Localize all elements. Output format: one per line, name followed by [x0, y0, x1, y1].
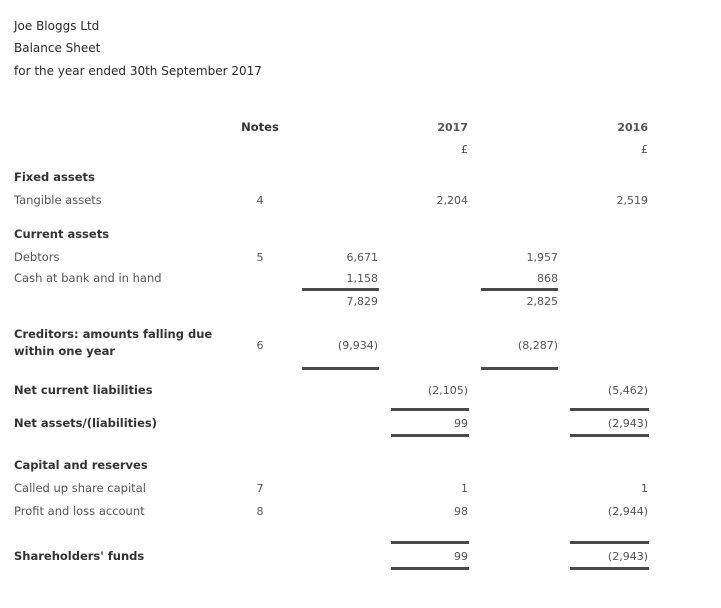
profit-loss-note: 8 — [256, 505, 264, 518]
net-current-liabilities-2016: (5,462) — [607, 384, 648, 397]
debtors-2016: 1,957 — [526, 251, 558, 264]
creditors-note: 6 — [256, 339, 264, 352]
net-assets-2016: (2,943) — [607, 417, 648, 430]
cash-2017: 1,158 — [346, 272, 378, 285]
current-assets-rule-2017 — [302, 288, 379, 291]
current-assets-total-2016: 2,825 — [526, 295, 558, 308]
creditors-label-line1: Creditors: amounts falling due — [14, 327, 213, 341]
year-2017-header: 2017 — [437, 121, 468, 134]
creditors-2016: (8,287) — [517, 339, 558, 352]
tangible-assets-note: 4 — [256, 194, 264, 207]
funds-top-rule-2017 — [391, 541, 469, 544]
current-assets-heading: Current assets — [14, 227, 110, 241]
shareholders-funds-2017: 99 — [454, 550, 468, 563]
capital-reserves-heading: Capital and reserves — [14, 458, 148, 472]
tangible-assets-2016: 2,519 — [616, 194, 648, 207]
net-current-rule-2017 — [391, 408, 469, 411]
share-capital-label: Called up share capital — [14, 481, 146, 495]
company-name: Joe Bloggs Ltd — [14, 19, 100, 33]
net-assets-rule-2016 — [570, 434, 649, 437]
share-capital-2017: 1 — [461, 482, 468, 495]
fixed-assets-heading: Fixed assets — [14, 170, 95, 184]
creditors-2017: (9,934) — [337, 339, 378, 352]
notes-column-header: Notes — [241, 120, 279, 134]
cash-label: Cash at bank and in hand — [14, 271, 162, 285]
share-capital-2016: 1 — [641, 482, 648, 495]
current-assets-total-2017: 7,829 — [346, 295, 378, 308]
debtors-note: 5 — [256, 251, 264, 264]
creditors-rule-2016 — [481, 367, 558, 370]
debtors-label: Debtors — [14, 250, 60, 264]
profit-loss-2017: 98 — [454, 505, 468, 518]
cash-2016: 868 — [537, 272, 558, 285]
funds-bottom-rule-2017 — [391, 567, 469, 570]
net-assets-label: Net assets/(liabilities) — [14, 416, 158, 430]
tangible-assets-2017: 2,204 — [436, 194, 468, 207]
funds-top-rule-2016 — [570, 541, 649, 544]
net-current-rule-2016 — [570, 408, 649, 411]
net-assets-2017: 99 — [454, 417, 468, 430]
currency-2017: £ — [461, 143, 468, 156]
currency-2016: £ — [641, 143, 648, 156]
share-capital-note: 7 — [256, 482, 264, 495]
tangible-assets-label: Tangible assets — [14, 193, 102, 207]
funds-bottom-rule-2016 — [570, 567, 649, 570]
creditors-label-line2: within one year — [14, 344, 116, 358]
net-current-liabilities-label: Net current liabilities — [14, 383, 153, 397]
document-period: for the year ended 30th September 2017 — [14, 64, 262, 78]
document-title: Balance Sheet — [14, 41, 101, 55]
debtors-2017: 6,671 — [346, 251, 378, 264]
shareholders-funds-label: Shareholders' funds — [14, 549, 145, 563]
shareholders-funds-2016: (2,943) — [607, 550, 648, 563]
net-current-liabilities-2017: (2,105) — [427, 384, 468, 397]
current-assets-rule-2016 — [481, 288, 558, 291]
creditors-rule-2017 — [302, 367, 379, 370]
profit-loss-2016: (2,944) — [607, 505, 648, 518]
profit-loss-label: Profit and loss account — [14, 504, 145, 518]
net-assets-rule-2017 — [391, 434, 469, 437]
year-2016-header: 2016 — [617, 121, 648, 134]
